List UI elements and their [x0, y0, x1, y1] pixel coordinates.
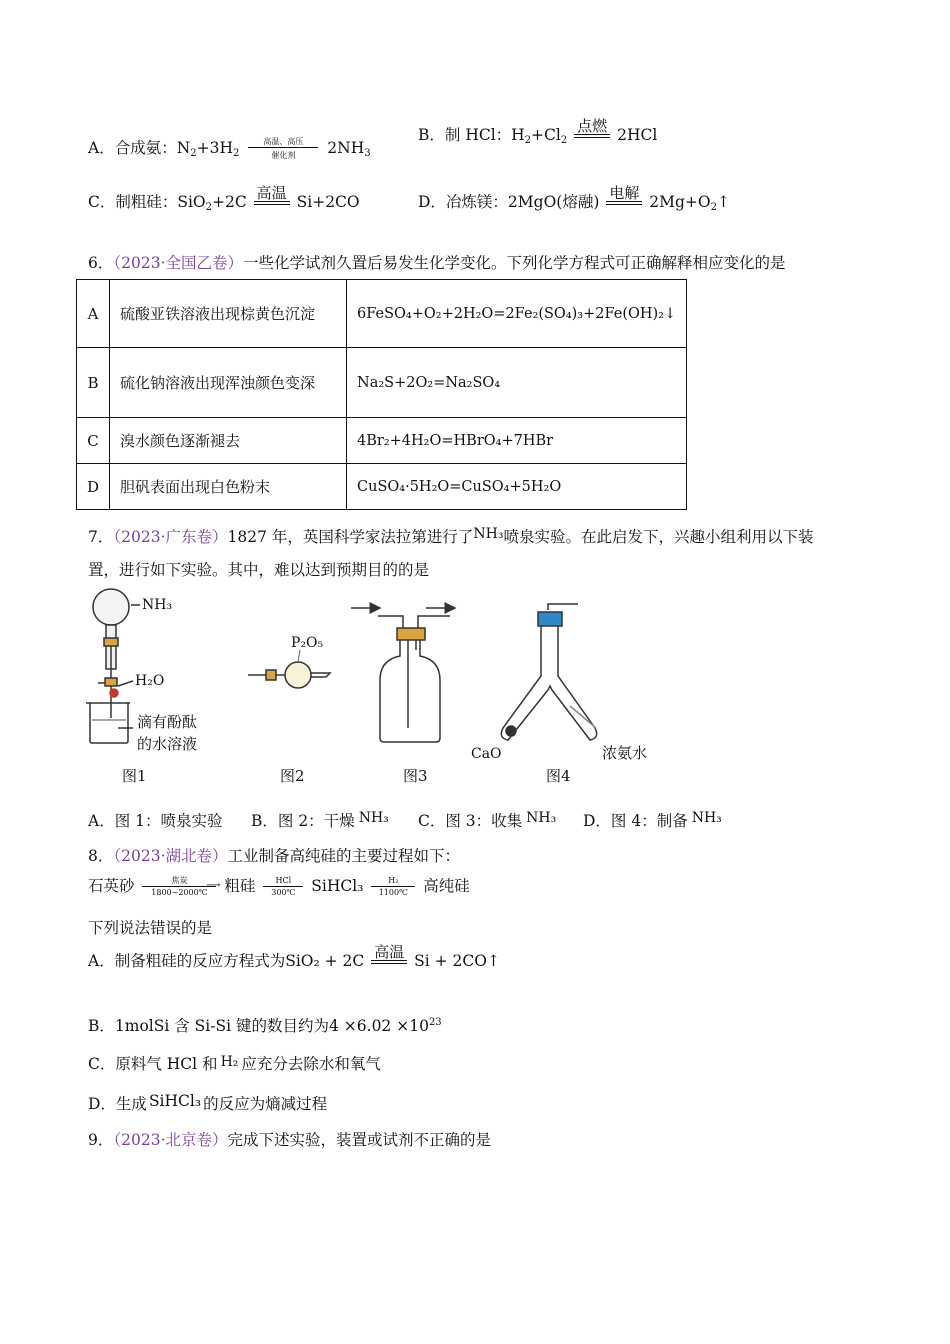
q7-option-d: D．图 4：制备 NH₃ [583, 810, 722, 830]
q5-option-b: B．制 HCl：$H_2+Cl_2$ 点燃 2HCl [418, 117, 658, 146]
q8-option-d: D．生成 SiHCl₃ 的反应为熵减过程 [88, 1092, 328, 1113]
fig1-h2o-label: H₂O [135, 673, 165, 689]
q8-option-c: C．原料气 HCl 和 H₂ 应充分去除水和氧气 [88, 1054, 381, 1073]
q5-option-a: A．合成氨：$N_2+3H_2$ 高温、高压 催化剂 $2NH_3$ [88, 137, 371, 160]
q9-stem: 9．（2023·北京卷）完成下述实验，装置或试剂不正确的是 [88, 1131, 492, 1149]
q8-ask: 下列说法错误的是 [88, 919, 213, 937]
q7-option-a: A．图 1：喷泉实验 [88, 812, 223, 830]
row-key: A [77, 280, 110, 348]
fig4-ammonia-label: 浓氨水 [602, 744, 648, 762]
reversible-arrow: 高温、高压 催化剂 [248, 137, 318, 161]
row-equation: Na₂S+2O₂=Na₂SO₄ [347, 348, 687, 418]
row-equation: CuSO₄·5H₂O=CuSO₄+5H₂O [347, 464, 687, 510]
q8-stem: 8．（2023·湖北卷）工业制备高纯硅的主要过程如下： [88, 847, 461, 865]
fig4-y-tube [501, 604, 596, 740]
row-phenomenon: 溴水颜色逐渐褪去 [110, 418, 347, 464]
table-row [77, 348, 687, 418]
q5-option-c: C．制粗硅：SiO$_2$+2C 高温 Si+2CO [88, 184, 360, 213]
q8-option-a: A．制备粗硅的反应方程式为SiO₂ + 2C 高温 Si + 2CO↑ [88, 943, 500, 970]
q8-process-flow: 石英砂 焦炭 ⟶ 1800~2000℃ 粗硅 HCl 300℃ SiHCl₃ $\frac{\text{H₂}}{1100℃}$ 高纯硅 [88, 876, 470, 897]
fig1-fountain-apparatus [86, 589, 140, 743]
fig-label-4: 图4 [546, 767, 571, 785]
row-key: B [77, 348, 110, 418]
row-phenomenon: 硫化钠溶液出现浑浊颜色变深 [110, 348, 347, 418]
q6-table [76, 279, 687, 510]
fig-label-2: 图2 [280, 767, 305, 785]
fig1-nh3-label: NH₃ [142, 597, 173, 613]
fig1-solution-label-2: 的水溶液 [137, 735, 198, 753]
fig4-cao-label: CaO [471, 746, 502, 762]
table-row [77, 418, 687, 464]
table-row [77, 280, 687, 348]
row-key: C [77, 418, 110, 464]
fig-label-3: 图3 [403, 767, 428, 785]
row-phenomenon: 硫酸亚铁溶液出现棕黄色沉淀 [110, 280, 347, 348]
fig-label-1: 图1 [122, 767, 147, 785]
fig2-drying-tube [248, 650, 330, 688]
q5-option-d: D．冶炼镁：2MgO(熔融) 电解 $2Mg+O_2↑$ [418, 184, 730, 213]
row-equation: 4Br₂+4H₂O=HBrO₄+7HBr [347, 418, 687, 464]
q7-stem-line2: 置，进行如下实验。其中，难以达到预期目的的是 [88, 561, 430, 579]
q7-option-b: B．图 2：干燥 NH₃ [251, 810, 389, 830]
fig3-gas-collection-bottle [351, 608, 455, 742]
row-key: D [77, 464, 110, 510]
q8-option-b: B．1molSi 含 Si-Si 键的数目约为$4 \times 6.02 \times 10^{23}$ [88, 1017, 442, 1035]
row-equation: 6FeSO₄+O₂+2H₂O=2Fe₂(SO₄)₃+2Fe(OH)₂↓ [347, 280, 687, 348]
q7-option-c: C．图 3：收集 NH₃ [418, 810, 557, 830]
q7-stem-line1: 7．（2023·广东卷）1827 年，英国科学家法拉第进行了NH₃喷泉实验。在此启发下，兴趣小组利用以下装 [88, 526, 814, 546]
row-phenomenon: 胆矾表面出现白色粉末 [110, 464, 347, 510]
fig1-solution-label-1: 滴有酚酞 [137, 713, 198, 731]
q6-stem: 6．（2023·全国乙卷）一些化学试剂久置后易发生化学变化。下列化学方程式可正确解释相应变化的是 [88, 254, 786, 272]
table-row [77, 464, 687, 510]
fig2-p2o5-label: P₂O₅ [291, 635, 324, 651]
